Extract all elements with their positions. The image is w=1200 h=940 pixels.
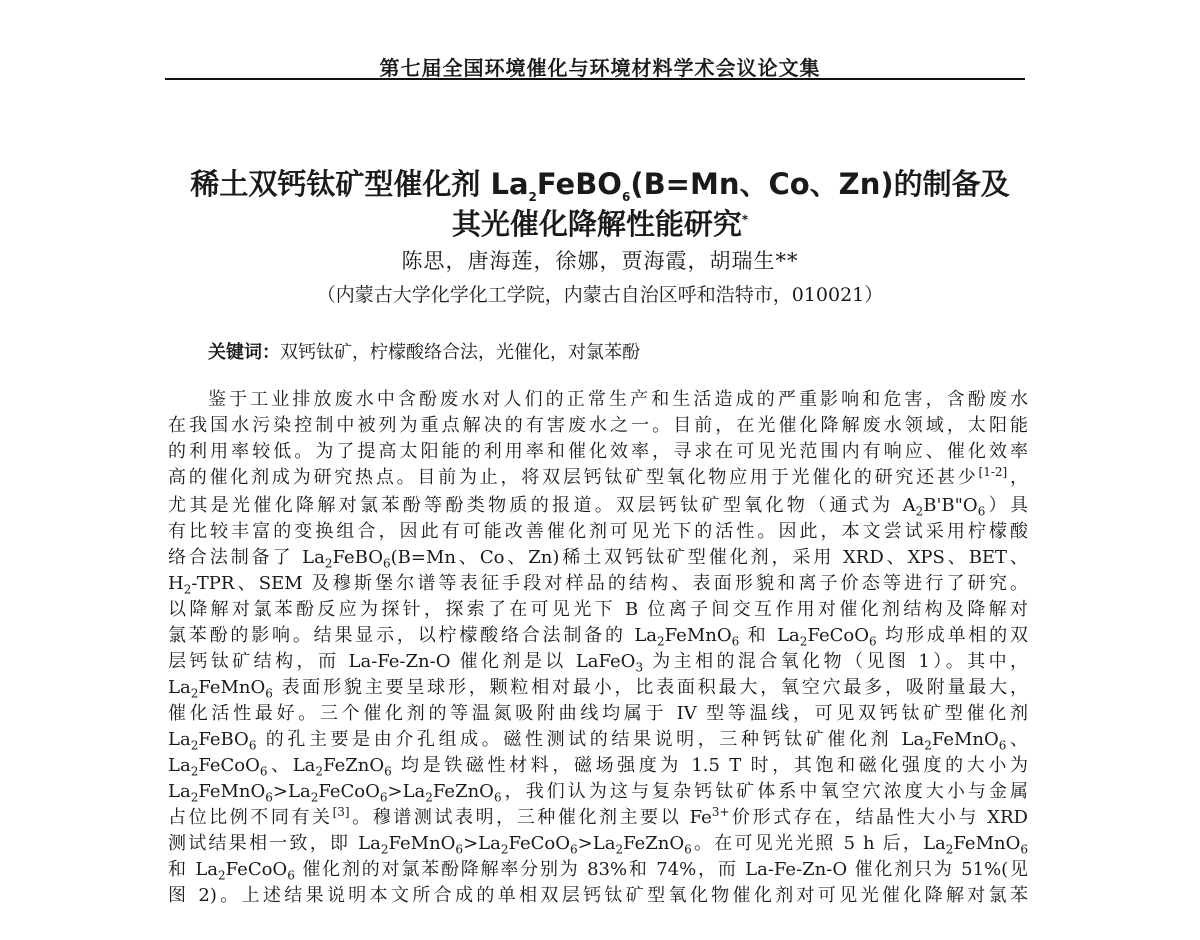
body-line: 占位比例不同有关[3]。穆谱测试表明，三种催化剂主要以 $Fe^{3+}$价形式存在，结晶性大小与 XRD (168, 805, 1028, 828)
body-line: $La_2FeCoO_6$、$La_2FeZnO_6$ 均是铁磁性材料，磁场强度为 1.5 T 时，其饱和磁化强度的大小为 (168, 755, 1028, 779)
body-line: $La_2FeMnO_6>La_2FeCoO_6>La_2FeZnO_6$，我们认为这与复杂钙钛矿体系中氧空穴浓度大小与金属 (168, 781, 1028, 805)
paper-title-line-2: 其光催化降解性能研究* (451, 207, 749, 241)
body-line: 层钙钛矿结构，而 La-Fe-Zn-O 催化剂是以 LaFeO$_3$ 为主相的混合氧化物（见图 1）。其中， (168, 651, 1028, 675)
body-line: $La_2FeMnO_6$ 表面形貌主要呈球形，颗粒相对最小，比表面积最大，氧空穴最多，吸附量最大， (168, 677, 1028, 701)
keywords-text: 双钙钛矿，柠檬酸络合法，光催化，对氯苯酚 (280, 342, 640, 363)
keywords-label: 关键词： (208, 342, 280, 363)
body-line: 以降解对氯苯酚反应为探针，探索了在可见光下 B 位离子间交互作用对催化剂结构及降解对 (168, 599, 1028, 620)
body-line: 尤其是光催化降解对氯苯酚等酚类物质的报道。双层钙钛矿型氧化物（通式为 $A_2B'B"O_6$）具 (168, 495, 1029, 519)
body-line: 测试结果相一致，即 $La_2FeMnO_6>La_2FeCoO_6>La_2FeZnO_6$。在可见光光照 5 h 后，$La_2FeMnO_6$ (168, 833, 1028, 857)
journal-header: 第七届全国环境催化与环境材料学术会议论文集 (379, 56, 821, 80)
body-line: 有比较丰富的变换组合，因此有可能改善催化剂可见光下的活性。因此，本文尝试采用柠檬酸 (168, 521, 1028, 542)
body-line: 在我国水污染控制中被列为重点解决的有害废水之一。目前，在光催化降解废水领域，太阳能 (168, 415, 1028, 436)
body-line: 络合法制备了 $La_2FeBO_6(B=Mn$、Co、Zn)稀土双钙钛矿型催化剂，采用 XRD、XPS、BET、 (168, 547, 1028, 571)
body-line: 催化活性最好。三个催化剂的等温氮吸附曲线均属于 IV 型等温线，可见双钙钛矿型催化剂 (168, 703, 1028, 724)
body-line: 氯苯酚的影响。结果显示，以柠檬酸络合法制备的 $La_2FeMnO_6$ 和 $La_2FeCoO_6$ 均形成单相的双 (168, 625, 1028, 649)
affiliation: （内蒙古大学化学化工学院，内蒙古自治区呼和浩特市，010021） (316, 284, 884, 306)
body-line: 鉴于工业排放废水中含酚废水对人们的正常生产和生活造成的严重影响和危害，含酚废水 (208, 389, 1028, 410)
authors: 陈思，唐海莲，徐娜，贾海霞，胡瑞生** (401, 249, 799, 273)
body-line: 图 2)。上述结果说明本文所合成的单相双层钙钛矿型氧化物催化剂对可见光催化降解对氯苯 (168, 885, 1028, 906)
body-line: 高的催化剂成为研究热点。目前为止，将双层钙钛矿型氧化物应用于光催化的研究还甚少[1-2]， (168, 465, 1029, 488)
paper-title-line-1: 稀土双钙钛矿型催化剂 $La_2FeBO_6(B=Mn$、Co、Zn)的制备及 (190, 167, 1010, 204)
body-line: $La_2FeBO_6$ 的孔主要是由介孔组成。磁性测试的结果说明，三种钙钛矿催化剂 $La_2FeMnO_6$、 (168, 729, 1029, 753)
body-line: 的利用率较低。为了提高太阳能的利用率和催化效率，寻求在可见光范围内有响应、催化效率 (168, 441, 1028, 462)
body-line: $H_2$-TPR、SEM 及穆斯堡尔谱等表征手段对样品的结构、表面形貌和离子价态等进行了研究。 (168, 573, 1028, 597)
keywords (208, 338, 640, 364)
header-rule (165, 78, 1025, 80)
body-line: 和 $La_2FeCoO_6$ 催化剂的对氯苯酚降解率分别为 83%和 74%，而 La-Fe-Zn-O 催化剂只为 51%(见 (168, 859, 1028, 883)
